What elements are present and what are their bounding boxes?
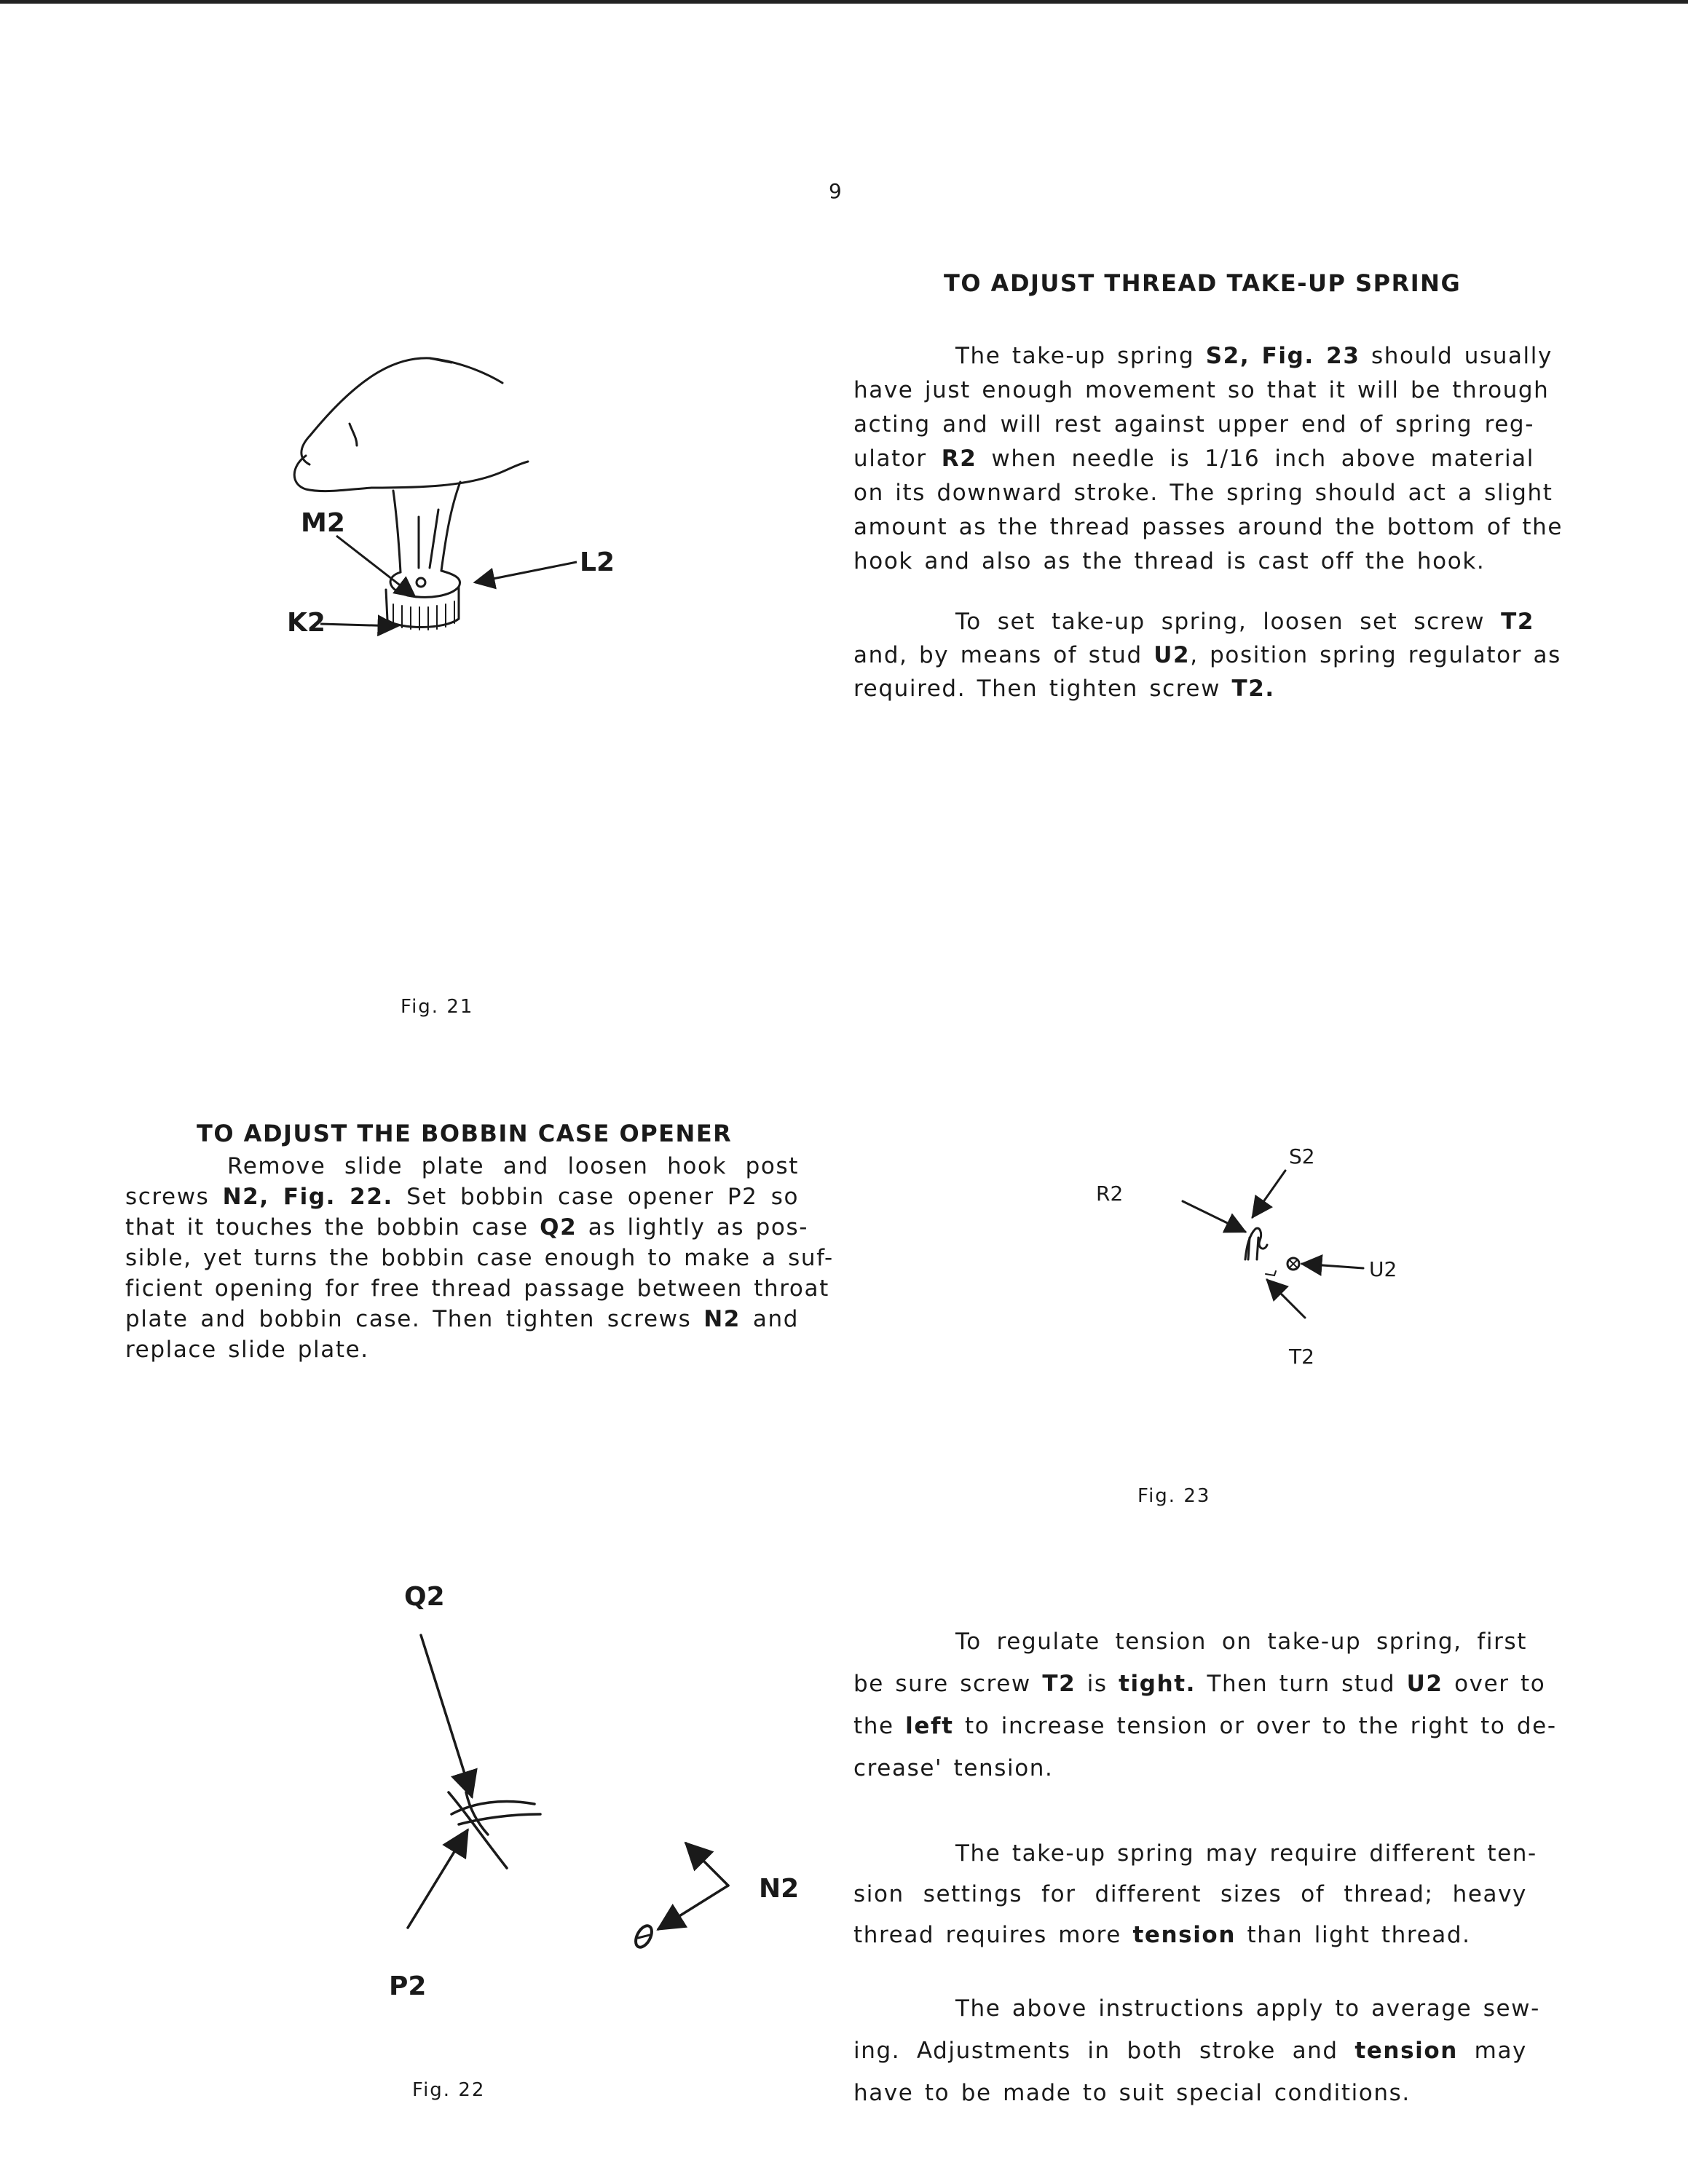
- text-segment: plate and bobbin case. Then tighten screws: [125, 1306, 704, 1332]
- text-line: [853, 1747, 1527, 1789]
- text-line: [853, 605, 1534, 638]
- text-segment: have to be made to suit special conditions.: [853, 2080, 1411, 2106]
- caption-fig-21: Fig. 21: [401, 996, 474, 1018]
- paragraph-take-up-spring-1: [853, 339, 1563, 579]
- text-line: [853, 510, 1563, 545]
- label-r2: R2: [1096, 1182, 1124, 1206]
- text-segment: as lightly as pos-: [577, 1214, 809, 1241]
- text-segment: amount as the thread passes around the bottom of the: [853, 514, 1563, 540]
- text-segment: that it touches the bobbin case: [125, 1214, 540, 1241]
- text-segment: required. Then tighten screw: [853, 676, 1232, 702]
- text-segment: Remove slide plate and loosen hook post: [227, 1153, 799, 1179]
- text-line: [853, 1874, 1527, 1915]
- label-l2: L2: [580, 547, 615, 577]
- text-line: [853, 638, 1561, 672]
- text-segment: The take-up spring: [955, 343, 1206, 369]
- text-segment: the: [853, 1713, 906, 1739]
- text-segment: ulator: [853, 446, 942, 472]
- text-segment: and, by means of stud: [853, 642, 1154, 668]
- text-segment: than light thread.: [1236, 1922, 1471, 1948]
- text-line: [125, 1243, 834, 1273]
- text-segment: and: [740, 1306, 799, 1332]
- label-t2: T2: [1289, 1345, 1314, 1369]
- bold-reference: S2, Fig. 23: [1205, 343, 1360, 369]
- paragraph-bobbin-case-opener: [125, 1151, 834, 1365]
- text-line: [853, 476, 1553, 510]
- bold-reference: tension: [1354, 2038, 1458, 2064]
- text-segment: on its downward stroke. The spring should act a slight: [853, 480, 1553, 506]
- label-p2: P2: [389, 1971, 427, 2001]
- text-line: [853, 442, 1534, 476]
- bold-reference: Q2: [540, 1214, 577, 1241]
- text-line: [125, 1182, 799, 1212]
- label-k2: K2: [287, 608, 326, 638]
- text-segment: The take-up spring may require different ten-: [955, 1840, 1537, 1867]
- text-line: [853, 2030, 1527, 2072]
- page-top-border: [0, 0, 1688, 4]
- text-segment: sible, yet turns the bobbin case enough to make a suf-: [125, 1245, 834, 1271]
- text-segment: The above instructions apply to average sew-: [955, 1995, 1540, 2022]
- text-segment: is: [1076, 1671, 1119, 1697]
- bold-reference: N2, Fig. 22.: [222, 1184, 393, 1210]
- text-segment: when needle is 1/16 inch above material: [977, 446, 1534, 472]
- text-segment: Set bobbin case opener P2 so: [393, 1184, 800, 1210]
- text-segment: hook and also as the thread is cast off the hook.: [853, 548, 1486, 574]
- heading-bobbin-case-opener: TO ADJUST THE BOBBIN CASE OPENER: [197, 1120, 733, 1147]
- text-line: [853, 2072, 1527, 2114]
- text-segment: To regulate tension on take-up spring, first: [955, 1629, 1527, 1655]
- text-line: [853, 1833, 1537, 1874]
- label-n2: N2: [759, 1874, 800, 1904]
- text-line: [853, 1705, 1557, 1747]
- bold-reference: tension: [1132, 1922, 1236, 1948]
- text-segment: be sure screw: [853, 1671, 1043, 1697]
- paragraph-take-up-spring-2: [853, 605, 1561, 705]
- text-line: [853, 1915, 1527, 1955]
- text-segment: replace slide plate.: [125, 1337, 369, 1363]
- paragraph-tension-2: [853, 1833, 1537, 1955]
- text-segment: crease' tension.: [853, 1755, 1054, 1781]
- bold-reference: tight.: [1119, 1671, 1196, 1697]
- text-line: [125, 1212, 809, 1243]
- text-line: [125, 1304, 799, 1334]
- text-line: [853, 672, 1534, 705]
- text-segment: Then turn stud: [1196, 1671, 1407, 1697]
- label-s2: S2: [1289, 1144, 1315, 1168]
- caption-fig-22: Fig. 22: [412, 2079, 486, 2101]
- text-line: [853, 545, 1534, 579]
- label-q2: Q2: [404, 1582, 445, 1612]
- text-segment: thread requires more: [853, 1922, 1133, 1948]
- text-line: [125, 1273, 829, 1304]
- caption-fig-23: Fig. 23: [1137, 1485, 1211, 1507]
- text-line: [853, 408, 1534, 442]
- text-line: [125, 1334, 799, 1365]
- text-segment: may: [1457, 2038, 1527, 2064]
- label-u2: U2: [1369, 1257, 1397, 1281]
- text-segment: have just enough movement so that it will be through: [853, 377, 1550, 403]
- text-line: [853, 1621, 1527, 1663]
- label-m2: M2: [301, 508, 345, 538]
- bold-reference: left: [905, 1713, 954, 1739]
- text-line: [853, 1663, 1546, 1705]
- figure-22-illustration: [379, 1623, 830, 1987]
- text-line: [853, 339, 1553, 373]
- text-segment: over to: [1443, 1671, 1546, 1697]
- text-segment: ing. Adjustments in both stroke and: [853, 2038, 1355, 2064]
- bold-reference: U2: [1153, 642, 1191, 668]
- bold-reference: T2: [1501, 609, 1534, 635]
- heading-take-up-spring: TO ADJUST THREAD TAKE-UP SPRING: [944, 269, 1462, 297]
- text-line: [125, 1151, 799, 1182]
- text-segment: ficient opening for free thread passage between throat: [125, 1275, 829, 1302]
- text-segment: screws: [125, 1184, 223, 1210]
- text-segment: to increase tension or over to the right to de-: [953, 1713, 1557, 1739]
- text-line: [853, 373, 1550, 408]
- text-line: [853, 1987, 1540, 2030]
- page-number: 9: [829, 179, 842, 203]
- bold-reference: U2: [1406, 1671, 1443, 1697]
- text-segment: To set take-up spring, loosen set screw: [955, 609, 1502, 635]
- text-segment: should usually: [1360, 343, 1553, 369]
- bold-reference: N2: [703, 1306, 741, 1332]
- paragraph-tension-1: [853, 1621, 1557, 1789]
- bold-reference: T2.: [1231, 676, 1275, 702]
- bold-reference: R2: [941, 446, 977, 472]
- text-segment: , position spring regulator as: [1190, 642, 1561, 668]
- bold-reference: T2: [1042, 1671, 1076, 1697]
- text-segment: acting and will rest against upper end of spring reg-: [853, 411, 1534, 438]
- paragraph-tension-3: [853, 1987, 1540, 2114]
- text-segment: sion settings for different sizes of thread; heavy: [853, 1881, 1527, 1907]
